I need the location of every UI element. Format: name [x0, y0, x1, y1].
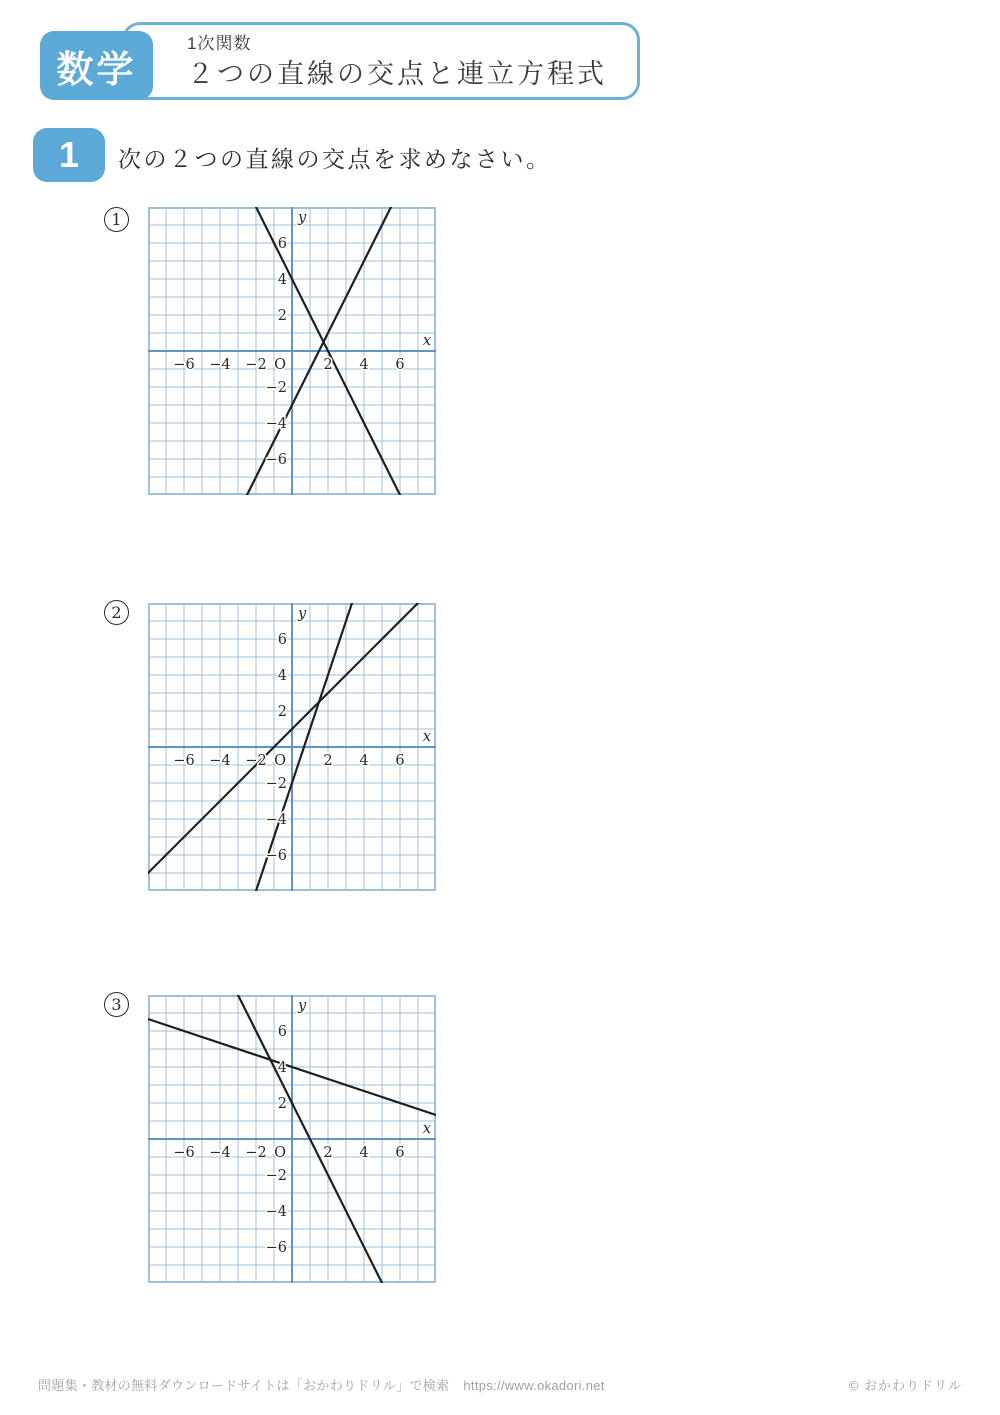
- problem-text: 次の２つの直線の交点を求めなさい。: [118, 147, 552, 172]
- graph-2-plot: [148, 603, 436, 891]
- footer-site-note: [38, 1375, 605, 1394]
- coordinate-grid-svg: [148, 603, 436, 891]
- svg-text:−4: −4: [265, 416, 287, 432]
- svg-text:2: 2: [277, 308, 287, 324]
- svg-text:−6: −6: [173, 357, 195, 373]
- svg-text:x: x: [422, 333, 431, 349]
- svg-text:6: 6: [395, 357, 405, 373]
- svg-text:4: 4: [359, 753, 369, 769]
- svg-text:−4: −4: [209, 357, 231, 373]
- svg-text:x: x: [422, 1121, 431, 1137]
- svg-text:4: 4: [359, 357, 369, 373]
- svg-text:6: 6: [277, 236, 287, 252]
- title-box: [122, 22, 640, 100]
- svg-text:−4: −4: [209, 753, 231, 769]
- unit-label: 1次関数: [187, 34, 252, 53]
- svg-text:6: 6: [395, 753, 405, 769]
- page-title: ２つの直線の交点と連立方程式: [187, 59, 607, 89]
- svg-text:y: y: [298, 998, 307, 1014]
- svg-text:−2: −2: [245, 1145, 267, 1161]
- footer-copyright: © おかわりドリル: [848, 1378, 962, 1393]
- svg-text:4: 4: [277, 272, 287, 288]
- svg-text:4: 4: [277, 668, 287, 684]
- svg-text:−4: −4: [265, 812, 287, 828]
- svg-text:4: 4: [277, 1060, 287, 1076]
- svg-text:2: 2: [323, 753, 333, 769]
- svg-text:O: O: [274, 1145, 286, 1161]
- svg-text:x: x: [422, 729, 431, 745]
- svg-text:6: 6: [277, 632, 287, 648]
- problem-number-badge: 1: [33, 128, 105, 182]
- svg-text:y: y: [298, 606, 307, 622]
- coordinate-grid-svg: [148, 207, 436, 495]
- svg-text:−6: −6: [173, 1145, 195, 1161]
- graph-3-plot: [148, 995, 436, 1283]
- svg-text:−6: −6: [265, 1240, 287, 1256]
- svg-text:2: 2: [323, 357, 333, 373]
- graph-2-circled-number: 2: [104, 600, 129, 625]
- svg-text:O: O: [274, 357, 286, 373]
- svg-text:6: 6: [277, 1024, 287, 1040]
- svg-text:−2: −2: [245, 753, 267, 769]
- graph-1-plot: [148, 207, 436, 495]
- svg-text:6: 6: [395, 1145, 405, 1161]
- svg-text:−4: −4: [265, 1204, 287, 1220]
- svg-text:4: 4: [359, 1145, 369, 1161]
- svg-text:−4: −4: [209, 1145, 231, 1161]
- svg-text:−2: −2: [265, 1168, 287, 1184]
- svg-text:2: 2: [277, 704, 287, 720]
- svg-text:−2: −2: [245, 357, 267, 373]
- svg-text:O: O: [274, 753, 286, 769]
- footer-note-text: 問題集・教材の無料ダウンロードサイトは「おかわりドリル」で検索: [38, 1378, 450, 1393]
- svg-text:−2: −2: [265, 776, 287, 792]
- svg-text:2: 2: [277, 1096, 287, 1112]
- subject-badge: 数学: [40, 31, 153, 100]
- svg-text:−6: −6: [265, 452, 287, 468]
- svg-text:−2: −2: [265, 380, 287, 396]
- svg-text:2: 2: [323, 1145, 333, 1161]
- svg-text:−6: −6: [173, 753, 195, 769]
- svg-text:−6: −6: [265, 848, 287, 864]
- footer-url: https://www.okadori.net: [463, 1378, 605, 1393]
- coordinate-grid-svg: [148, 995, 436, 1283]
- svg-text:y: y: [298, 210, 307, 226]
- graph-1-circled-number: 1: [104, 207, 129, 232]
- graph-3-circled-number: 3: [104, 992, 129, 1017]
